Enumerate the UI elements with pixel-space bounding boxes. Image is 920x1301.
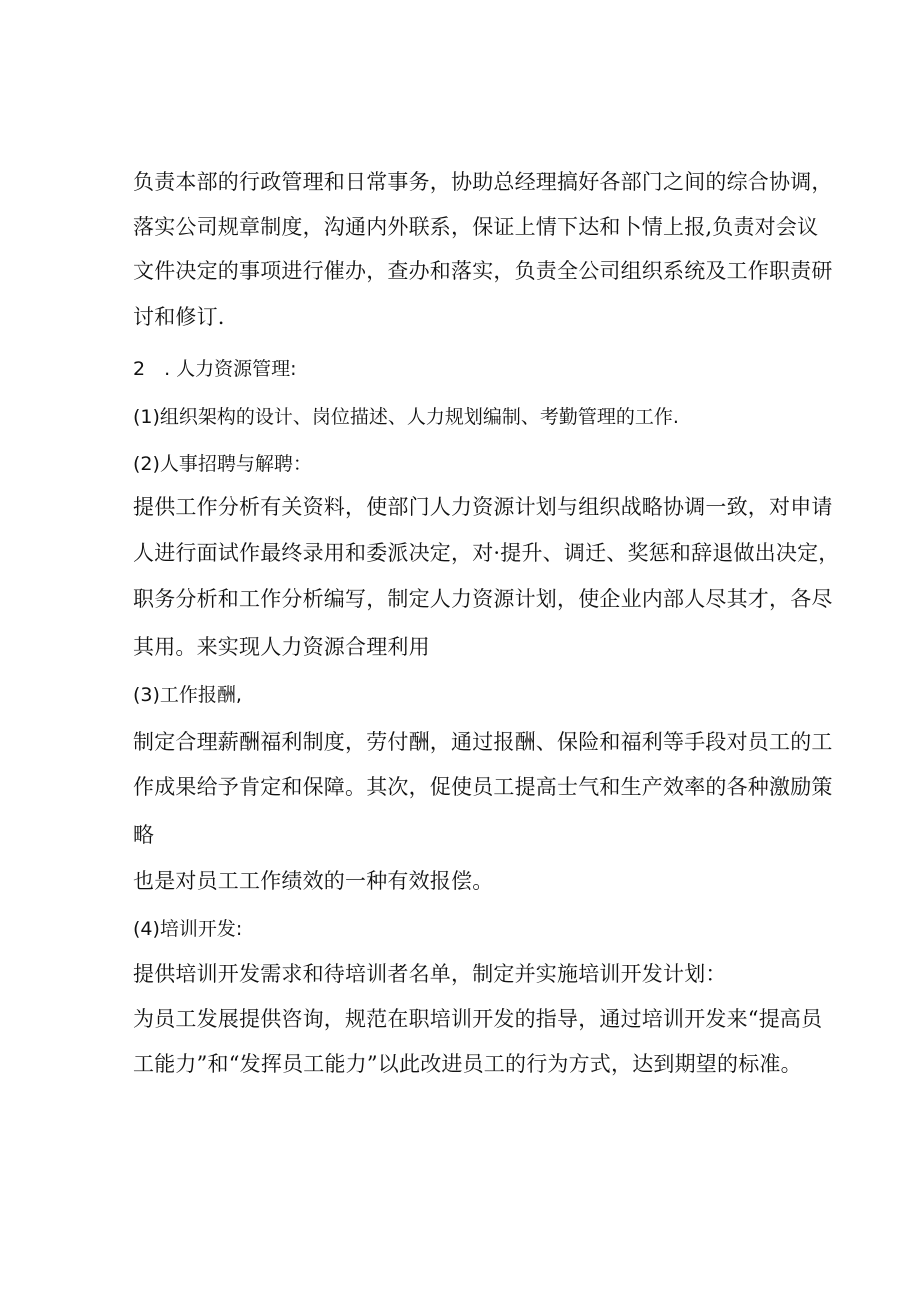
paragraph-line: 提供工作分析有关资料，使部门人力资源计划与组织战略协调一致，对申请: [133, 495, 833, 519]
subsection-heading: (3)工作报酬,: [133, 684, 242, 706]
paragraph-line: 为员工发展提供咨询，规范在职培训开发的指导，通过培训开发来“提高员: [133, 1007, 823, 1031]
paragraph-line: 制定合理薪酬福利制度，劳付酬，通过报酬、保险和福利等手段对员工的工: [133, 730, 833, 754]
paragraph-line: 作成果给予肯定和保障。其次，促使员工提高士气和生产效率的各种激励策: [133, 775, 833, 799]
paragraph-line: 提供培训开发需求和待培训者名单，制定并实施培训开发计划：: [133, 962, 727, 986]
subsection-heading: (1)组织架构的设计、岗位描述、人力规划编制、考勤管理的工作.: [133, 406, 679, 428]
paragraph-line: 略: [133, 823, 155, 847]
section-heading: 2 . 人力资源管理:: [133, 358, 297, 380]
paragraph-line: 职务分析和工作分析编写，制定人力资源计划，使企业内部人尽其才，各尽: [133, 587, 833, 611]
subsection-heading: (2)人事招聘与解聘：: [133, 453, 312, 475]
paragraph-line: 人进行面试作最终录用和委派决定，对·提升、调迁、奖惩和辞退做出决定，: [133, 541, 840, 565]
paragraph-line: 落实公司规章制度，沟通内外联系，保证上情下达和卜情上报,负责对会议: [133, 215, 819, 239]
paragraph-line: 工能力”和“发挥员工能力”以此改进员工的行为方式，达到期望的标准。: [133, 1052, 802, 1076]
paragraph-line: 也是对员工工作绩效的一种有效报偿。: [133, 869, 494, 893]
subsection-heading: (4)培训开发:: [133, 918, 243, 940]
paragraph-line: 负责本部的行政管理和日常事务，协助总经理搞好各部门之间的综合协调，: [133, 170, 833, 194]
paragraph-line: 文件决定的事项进行催办，查办和落实，负责全公司组织系统及工作职责研: [133, 259, 833, 283]
paragraph-line: 其用。来实现人力资源合理利用: [133, 635, 430, 659]
paragraph-line: 讨和修订.: [133, 305, 225, 329]
